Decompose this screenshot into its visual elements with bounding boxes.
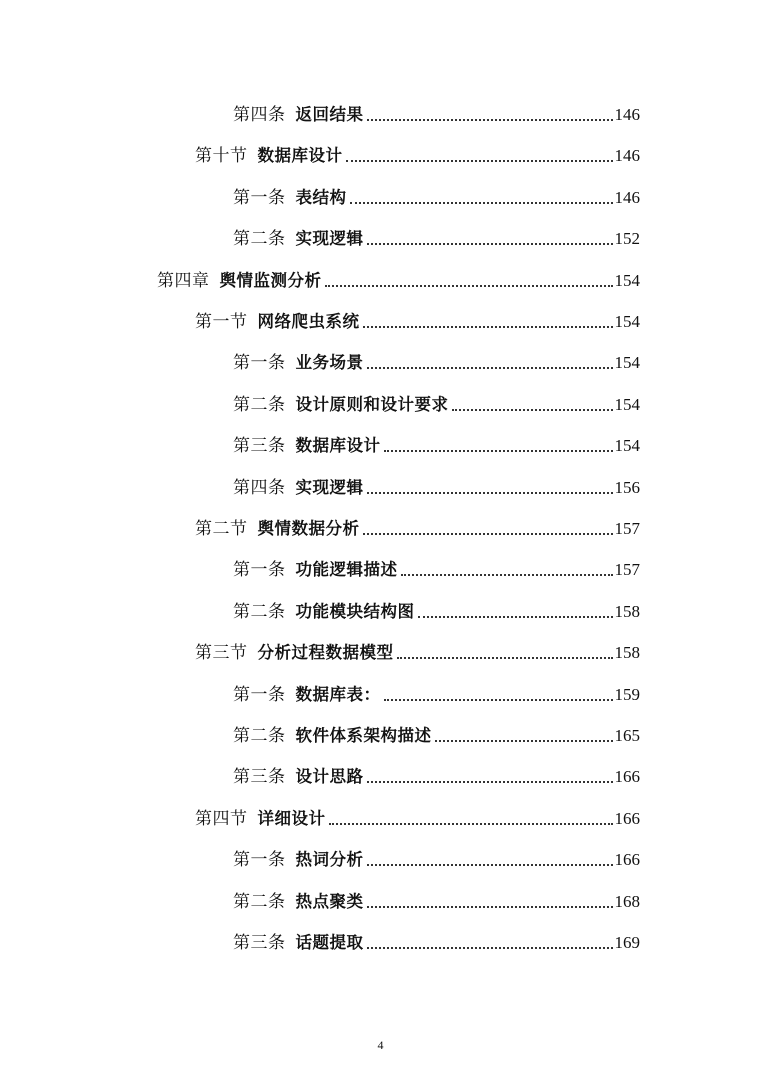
- toc-entry-page: 154: [614, 436, 640, 456]
- toc-dot-leader: [367, 947, 613, 949]
- toc-entry-title: 设计思路: [295, 767, 364, 787]
- toc-entry-title: 设计原则和设计要求: [295, 394, 449, 414]
- toc-entry-number: 第二条: [233, 726, 286, 746]
- toc-entry-page: 154: [614, 353, 640, 373]
- toc-entry-title: 网络爬虫系统: [257, 312, 360, 331]
- toc-dot-leader: [363, 326, 613, 328]
- toc-entry-title: 舆情数据分析: [257, 519, 360, 538]
- toc-entry-title: 话题提取: [295, 933, 364, 952]
- toc-entry[interactable]: [233, 220, 640, 250]
- toc-dot-leader: [435, 740, 613, 742]
- toc-dot-leader: [384, 699, 613, 701]
- toc-entry-number: 第一条: [233, 353, 286, 374]
- toc-entry-number: 第三条: [233, 767, 286, 788]
- toc-entry-title: 软件体系架构描述: [295, 726, 432, 745]
- toc-entry-number: 第三条: [233, 933, 286, 953]
- toc-entry-page: 146: [614, 146, 640, 166]
- toc-entry-number: 第一条: [233, 684, 286, 705]
- toc-entry[interactable]: [195, 800, 640, 830]
- toc-entry-number: 第一条: [233, 187, 286, 208]
- toc-entry-page: 157: [614, 519, 640, 538]
- toc-entry[interactable]: [195, 510, 640, 540]
- toc-entry-number: 第一条: [233, 850, 286, 871]
- toc-dot-leader: [329, 823, 613, 825]
- toc-entry[interactable]: [233, 758, 640, 788]
- toc-entry[interactable]: [233, 924, 640, 954]
- toc-entry-page: 154: [614, 270, 640, 290]
- toc-entry-page: 166: [614, 767, 640, 787]
- toc-entry[interactable]: [233, 179, 640, 209]
- toc-entry-title: 数据库表：: [295, 684, 381, 704]
- toc-entry-page: 156: [614, 477, 640, 497]
- toc-entry[interactable]: [233, 344, 640, 374]
- page-number: 4: [377, 1038, 384, 1052]
- toc-entry[interactable]: [233, 551, 640, 581]
- toc-entry[interactable]: [233, 593, 640, 623]
- toc-entry-number: 第十节: [195, 146, 248, 167]
- toc-entry-page: 166: [614, 808, 640, 828]
- toc-entry-page: 159: [614, 684, 640, 704]
- toc-entry-page: 152: [614, 229, 640, 249]
- toc-entry-title: 数据库设计: [257, 146, 343, 166]
- toc-entry-page: 146: [614, 105, 640, 124]
- toc-dot-leader: [401, 574, 613, 576]
- toc-entry-page: 158: [614, 601, 640, 621]
- toc-dot-leader: [367, 864, 613, 866]
- toc-entry[interactable]: [195, 137, 640, 167]
- toc-entry[interactable]: [233, 841, 640, 871]
- toc-entry-title: 返回结果: [295, 105, 364, 124]
- toc-dot-leader: [325, 285, 613, 287]
- toc-entry-number: 第二条: [233, 891, 286, 912]
- toc-entry[interactable]: [233, 469, 640, 499]
- toc-dot-leader: [350, 202, 613, 204]
- toc-dot-leader: [418, 616, 613, 618]
- toc-entry[interactable]: [233, 96, 640, 126]
- toc-entry-number: 第四章: [157, 270, 210, 291]
- toc-entry-number: 第二条: [233, 229, 286, 250]
- toc-entry[interactable]: [195, 634, 640, 664]
- toc-entry-title: 分析过程数据模型: [257, 643, 394, 663]
- toc-dot-leader: [367, 367, 613, 369]
- toc-entry-number: 第一节: [195, 312, 248, 332]
- toc-entry[interactable]: [157, 262, 640, 292]
- toc-entry-title: 数据库设计: [295, 436, 381, 456]
- toc-entry-title: 业务场景: [295, 353, 364, 373]
- toc-entry-number: 第四节: [195, 808, 248, 829]
- toc-entry-number: 第四条: [233, 105, 286, 125]
- toc-entry[interactable]: [233, 717, 640, 747]
- toc-entry[interactable]: [195, 303, 640, 333]
- toc-entry[interactable]: [233, 427, 640, 457]
- toc-entry-number: 第二条: [233, 601, 286, 622]
- toc-entry-title: 热词分析: [295, 850, 364, 870]
- toc-dot-leader: [367, 243, 613, 245]
- toc-entry-title: 详细设计: [257, 808, 326, 828]
- toc-entry-title: 热点聚类: [295, 891, 364, 911]
- toc-dot-leader: [367, 492, 613, 494]
- toc-entry-page: 166: [614, 850, 640, 870]
- toc-dot-leader: [384, 450, 613, 452]
- toc-dot-leader: [367, 781, 613, 783]
- toc-dot-leader: [346, 160, 613, 162]
- toc-entry-page: 158: [614, 643, 640, 663]
- toc-entry-title: 实现逻辑: [295, 229, 364, 249]
- toc-entry-page: 154: [614, 312, 640, 331]
- toc-entry-page: 154: [614, 394, 640, 414]
- toc-entry-page: 169: [614, 933, 640, 952]
- toc-entry-number: 第四条: [233, 477, 286, 498]
- toc-entry-number: 第二条: [233, 394, 286, 415]
- toc-entry-page: 165: [614, 726, 640, 745]
- toc-entry[interactable]: [233, 883, 640, 913]
- toc-dot-leader: [367, 119, 613, 121]
- toc-entry-page: 157: [614, 560, 640, 580]
- toc-entry-title: 表结构: [295, 187, 347, 207]
- toc-dot-leader: [452, 409, 613, 411]
- toc-entry-number: 第三条: [233, 436, 286, 457]
- toc-entry-number: 第一条: [233, 560, 286, 581]
- toc-entry-title: 舆情监测分析: [219, 270, 322, 290]
- toc-dot-leader: [397, 657, 613, 659]
- toc-entry[interactable]: [233, 386, 640, 416]
- toc-entry-number: 第三节: [195, 643, 248, 664]
- toc-entry-page: 168: [614, 891, 640, 911]
- toc-dot-leader: [363, 533, 613, 535]
- toc-entry-page: 146: [614, 187, 640, 207]
- toc-entry-title: 功能模块结构图: [295, 601, 415, 621]
- toc-entry[interactable]: [233, 676, 640, 706]
- toc-dot-leader: [367, 906, 613, 908]
- toc-entry-title: 实现逻辑: [295, 477, 364, 497]
- toc-entry-title: 功能逻辑描述: [295, 560, 398, 580]
- toc-entry-number: 第二节: [195, 519, 248, 539]
